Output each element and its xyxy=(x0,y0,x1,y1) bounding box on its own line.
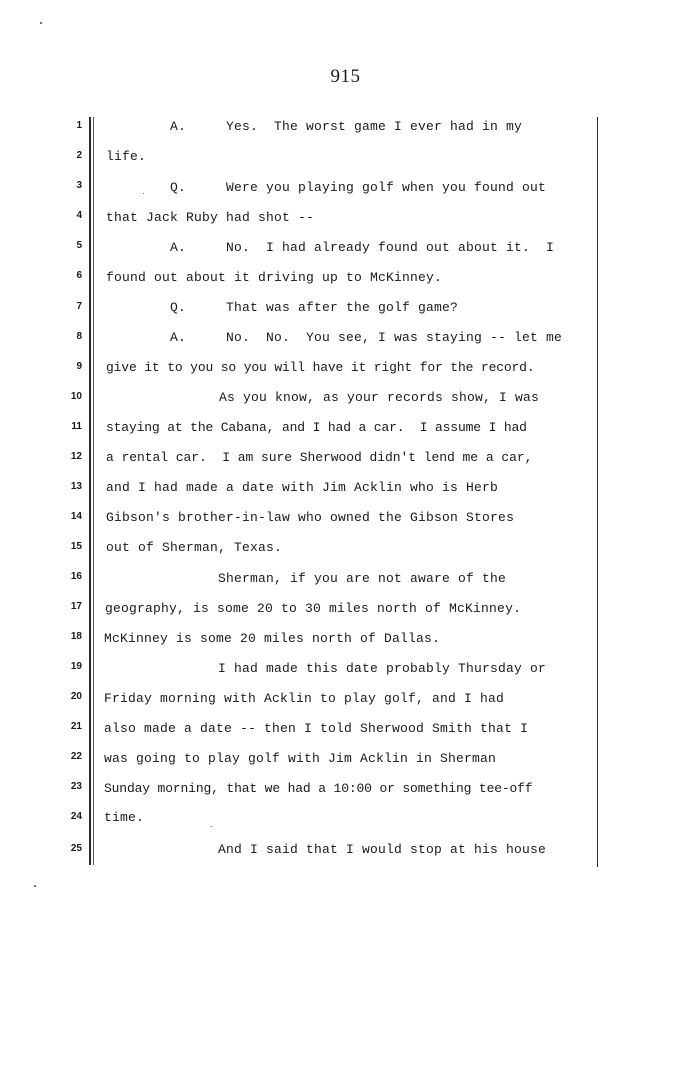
line-number: 18 xyxy=(70,631,82,642)
transcript-line: A. No. I had already found out about it. I xyxy=(170,240,555,255)
transcript-line: give it to you so you will have it right for the record. xyxy=(106,360,535,375)
line-number: 9 xyxy=(76,361,82,372)
line-number: 4 xyxy=(76,210,82,221)
transcript-line: And I said that I would stop at his house xyxy=(218,842,547,857)
line-number: 14 xyxy=(70,511,82,522)
transcript-line: life. xyxy=(106,149,147,164)
transcript-line: also made a date -- then I told Sherwood Smith that I xyxy=(104,721,529,736)
line-number: 20 xyxy=(70,691,82,702)
scan-speck xyxy=(40,22,42,24)
transcript-line: time. xyxy=(104,810,145,825)
line-number: 23 xyxy=(70,781,82,792)
transcript-line: Sunday morning, that we had a 10:00 or something tee-off xyxy=(104,781,533,796)
transcript-line: a rental car. I am sure Sherwood didn't lend me a car, xyxy=(106,450,533,465)
transcript-line: and I had made a date with Jim Acklin who is Herb xyxy=(106,480,499,495)
line-number: 6 xyxy=(76,270,82,281)
transcript-line: was going to play golf with Jim Acklin in Sherman xyxy=(104,751,497,766)
transcript-line: out of Sherman, Texas. xyxy=(106,540,283,555)
line-number: 19 xyxy=(70,661,82,672)
line-number: 11 xyxy=(71,421,82,432)
page-number: 915 xyxy=(330,66,361,87)
scan-speck xyxy=(34,885,36,887)
transcript-line: A. No. No. You see, I was staying -- let me xyxy=(170,330,563,345)
line-number: 12 xyxy=(70,451,82,462)
line-number: 5 xyxy=(76,240,82,251)
line-number: 21 xyxy=(70,721,82,732)
transcript-line: found out about it driving up to McKinney. xyxy=(106,270,443,285)
transcript-line: staying at the Cabana, and I had a car. I assume I had xyxy=(106,420,527,435)
line-number: 24 xyxy=(70,811,82,822)
scan-speck xyxy=(211,826,212,827)
line-number: 22 xyxy=(70,751,82,762)
transcript-line: Q. That was after the golf game? xyxy=(170,300,459,315)
transcript-line: Sherman, if you are not aware of the xyxy=(218,571,507,586)
line-number: 17 xyxy=(70,601,82,612)
transcript-line: As you know, as your records show, I was xyxy=(219,390,540,405)
line-number: 7 xyxy=(76,301,82,312)
line-number: 25 xyxy=(70,843,82,854)
line-number: 15 xyxy=(70,541,82,552)
transcript-line: Gibson's brother-in-law who owned the Gibson Stores xyxy=(106,510,515,525)
right-margin-rule xyxy=(597,117,598,867)
transcript-line: A. Yes. The worst game I ever had in my xyxy=(170,119,523,134)
line-number: 8 xyxy=(76,331,82,342)
transcript-line: Q. Were you playing golf when you found out xyxy=(170,180,547,195)
left-margin-rule-inner xyxy=(93,117,94,865)
left-margin-rule xyxy=(89,117,91,865)
transcript-line: that Jack Ruby had shot -- xyxy=(106,210,315,225)
line-number: 3 xyxy=(76,180,82,191)
line-number: 2 xyxy=(76,150,82,161)
line-number: 16 xyxy=(70,571,82,582)
transcript-line: I had made this date probably Thursday or xyxy=(218,661,547,676)
scan-speck xyxy=(143,193,144,194)
line-number: 1 xyxy=(76,120,82,131)
line-number: 10 xyxy=(70,391,82,402)
line-number: 13 xyxy=(70,481,82,492)
transcript-line: Friday morning with Acklin to play golf, and I had xyxy=(104,691,505,706)
transcript-line: McKinney is some 20 miles north of Dallas. xyxy=(104,631,441,646)
transcript-line: geography, is some 20 to 30 miles north of McKinney. xyxy=(105,601,522,616)
